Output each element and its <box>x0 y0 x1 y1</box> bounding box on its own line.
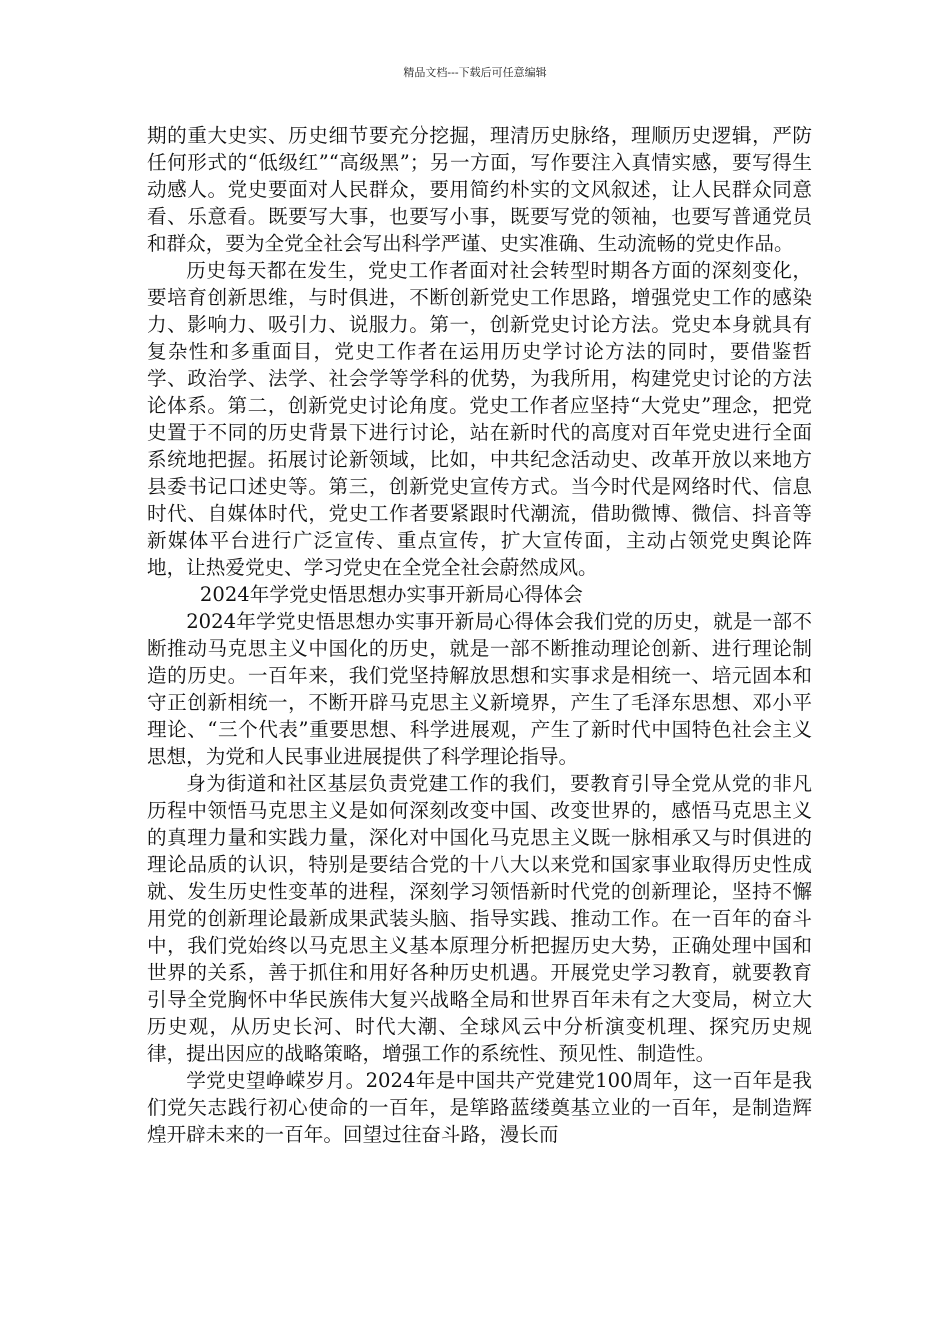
paragraph-theory: 2024年学党史悟思想办实事开新局心得体会我们党的历史，就是一部不断推动马克思主义中国化的历史，就是一部不断推动理论创新、进行理论制造的历史。一百年来，我们党坚持解放思想和实事求是相统一、培元固本和守正创新相统一，不断开辟马克思主义新境界，产生了毛泽东思想、邓小平理论、“三个代表”重要思想、科学进展观，产生了新时代中国特色社会主义思想，为党和人民事业进展提供了科学理论指导。 <box>147 610 812 768</box>
paragraph-history: 学党史望峥嵘岁月。2024年是中国共产党建党100周年，这一百年是我们党矢志践行初心使命的一百年，是筚路蓝缕奠基立业的一百年，是制造辉煌开辟未来的一百年。回望过往奋斗路，漫长而 <box>147 1069 812 1146</box>
paragraph-continued: 期的重大史实、历史细节要充分挖掘，理清历史脉络，理顺历史逻辑，严防任何形式的“低级红”“高级黑”；另一方面，写作要注入真情实感，要写得生动感人。党史要面对人民群众，要用简约朴实的文风叙述，让人民群众同意看、乐意看。既要写大事，也要写小事，既要写党的领袖，也要写普通党员和群众，要为全党全社会写出科学严谨、史实准确、生动流畅的党史作品。 <box>147 124 812 255</box>
page-header: 精品文档---下载后可任意编辑 <box>403 66 547 79</box>
paragraph-grassroots: 身为街道和社区基层负责党建工作的我们，要教育引导全党从党的非凡历程中领悟马克思主义是如何深刻改变中国、改变世界的，感悟马克思主义的真理力量和实践力量，深化对中国化马克思主义既一脉相承又与时俱进的理论品质的认识，特别是要结合党的十八大以来党和国家事业取得历史性成就、发生历史性变革的进程，深刻学习领悟新时代党的创新理论，坚持不懈用党的创新理论最新成果武装头脑、指导实践、推动工作。在一百年的奋斗中，我们党始终以马克思主义基本原理分析把握历史大势，正确处理中国和世界的关系，善于抓住和用好各种历史机遇。开展党史学习教育，就要教育引导全党胸怀中华民族伟大复兴战略全局和世界百年未有之大变局，树立大历史观，从历史长河、时代大潮、全球风云中分析演变机理、探究历史规律，提出因应的战略策略，增强工作的系统性、预见性、制造性。 <box>147 772 812 1065</box>
document-body <box>147 122 812 1148</box>
paragraph-innovation: 历史每天都在发生，党史工作者面对社会转型时期各方面的深刻变化，要培育创新思维，与时俱进，不断创新党史工作思路，增强党史工作的感染力、影响力、吸引力、说服力。第一，创新党史讨论方法。党史本身就具有复杂性和多重面目，党史工作者在运用历史学讨论方法的同时，要借鉴哲学、政治学、法学、社会学等学科的优势，为我所用，构建党史讨论的方法论体系。第二，创新党史讨论角度。党史工作者应坚持“大党史”理念，把党史置于不同的历史背景下进行讨论，站在新时代的高度对百年党史进行全面系统地把握。拓展讨论新领域，比如，中共纪念活动史、改革开放以来地方县委书记口述史等。第三，创新党史宣传方式。当今时代是网络时代、信息时代、自媒体时代，党史工作者要紧跟时代潮流，借助微博、微信、抖音等新媒体平台进行广泛宣传、重点宣传，扩大宣传面，主动占领党史舆论阵地，让热爱党史、学习党史在全党全社会蔚然成风。 <box>147 259 812 579</box>
section-title: 2024年学党史悟思想办实事开新局心得体会 <box>199 583 583 606</box>
